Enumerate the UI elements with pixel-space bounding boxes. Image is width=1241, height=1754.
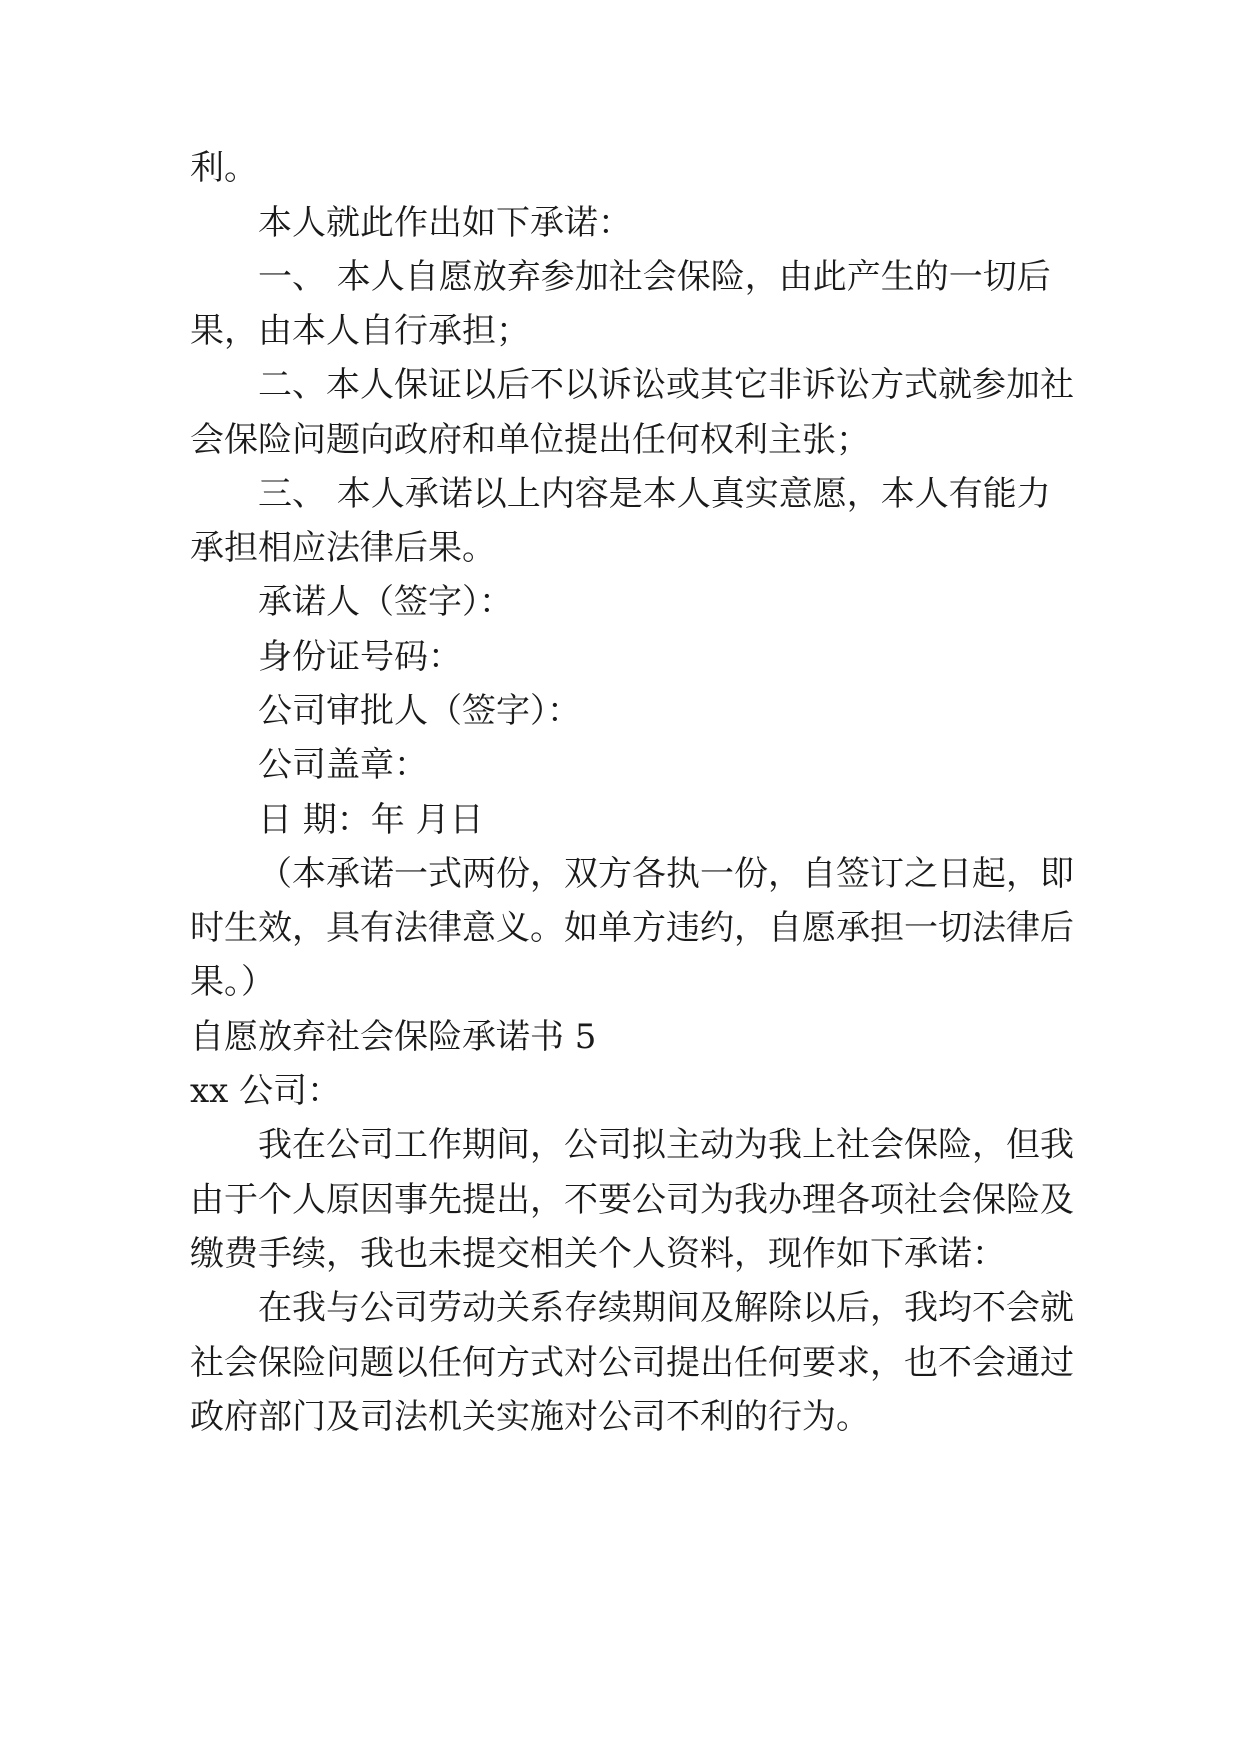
note-line: 时生效，具有法律意义。如单方违约，自愿承担一切法律后 [190,908,1074,948]
paragraph-line: 承担相应法律后果。 [190,528,496,568]
paragraph-line: 社会保险问题以任何方式对公司提出任何要求，也不会通过 [190,1343,1074,1383]
paragraph-line: 在我与公司劳动关系存续期间及解除以后，我均不会就 [258,1288,1074,1328]
paragraph-line: 我在公司工作期间，公司拟主动为我上社会保险，但我 [258,1125,1074,1165]
id-number-field: 身份证号码： [258,637,462,677]
paragraph-line: 果，由本人自行承担； [190,311,530,351]
paragraph-line: 政府部门及司法机关实施对公司不利的行为。 [190,1397,870,1437]
paragraph-line: 利。 [190,148,258,188]
paragraph-line: 本人就此作出如下承诺： [258,203,632,243]
commitment-item-3: 三、 本人承诺以上内容是本人真实意愿，本人有能力 [258,474,1051,514]
company-seal-field: 公司盖章： [258,745,428,785]
signer-field: 承诺人（签字）： [258,582,513,622]
paragraph-line: 缴费手续，我也未提交相关个人资料，现作如下承诺： [190,1234,1006,1274]
section-heading: 自愿放弃社会保险承诺书 5 [190,1017,597,1057]
paragraph-line: 由于个人原因事先提出，不要公司为我办理各项社会保险及 [190,1180,1074,1220]
addressee: xx 公司： [190,1071,342,1111]
approver-field: 公司审批人（签字）： [258,691,581,731]
commitment-item-1: 一、 本人自愿放弃参加社会保险，由此产生的一切后 [258,257,1051,297]
note-line: 果。） [190,962,275,1002]
note-line: （本承诺一式两份，双方各执一份，自签订之日起，即 [258,854,1074,894]
paragraph-line: 会保险问题向政府和单位提出任何权利主张； [190,420,870,460]
date-field: 日 期：年 月日 [258,800,484,840]
commitment-item-2: 二、本人保证以后不以诉讼或其它非诉讼方式就参加社 [258,365,1074,405]
